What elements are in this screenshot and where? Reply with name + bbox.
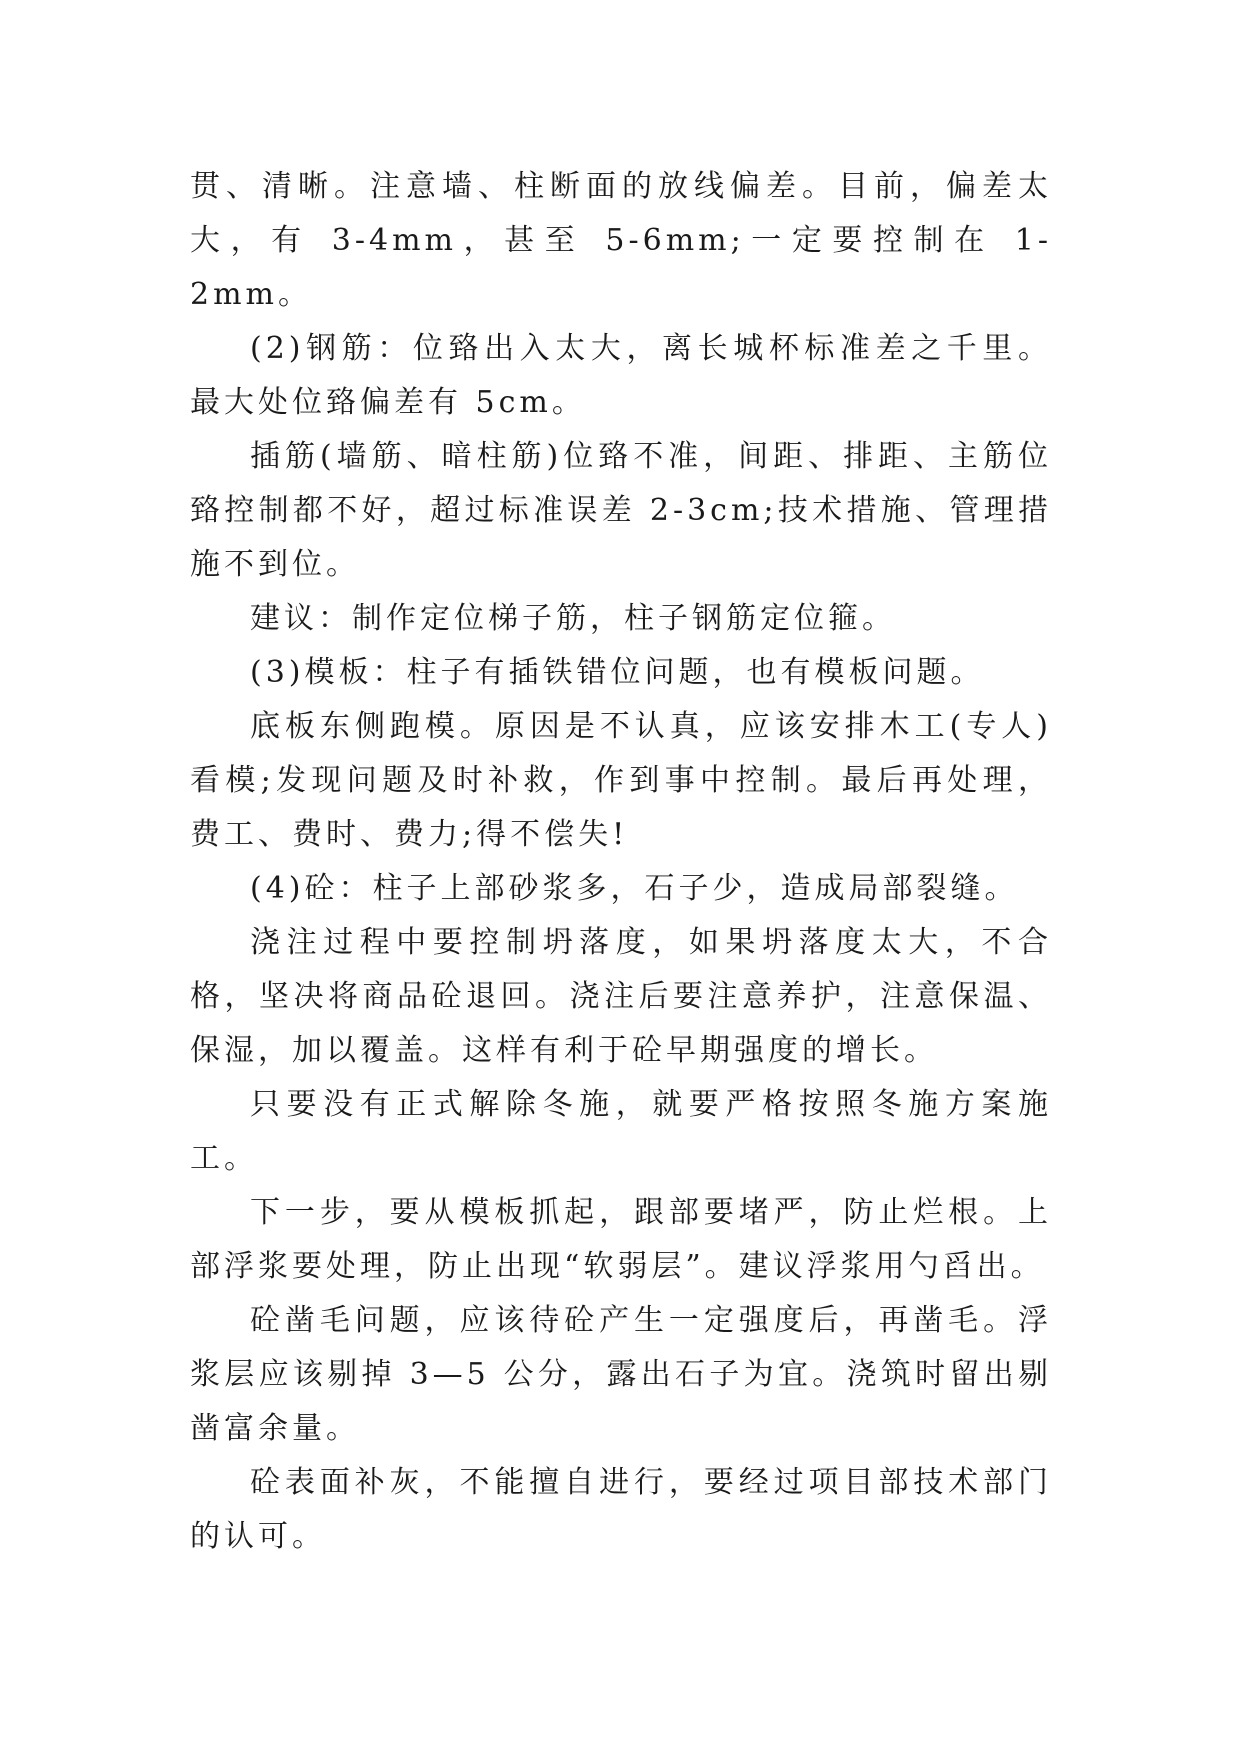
- paragraph-rebar: (2)钢筋：位臵出入太大，离长城杯标准差之千里。最大处位臵偏差有 5cm。: [190, 331, 1052, 420]
- paragraph-concrete: (4)砼：柱子上部砂浆多，石子少，造成局部裂缝。: [250, 871, 1019, 906]
- paragraph-continued: 贯、清晰。注意墙、柱断面的放线偏差。目前，偏差太大，有 3-4mm，甚至 5-6mm;一定要控制在 1-2mm。: [190, 169, 1052, 312]
- paragraph-formwork-detail: 底板东侧跑模。原因是不认真，应该安排木工(专人)看模;发现问题及时补救，作到事中控制。最后再处理，费工、费时、费力;得不偿失!: [190, 709, 1052, 852]
- paragraph-surface-patching: 砼表面补灰，不能擅自进行，要经过项目部技术部门的认可。: [190, 1465, 1052, 1554]
- paragraph-pouring: 浇注过程中要控制坍落度，如果坍落度太大，不合格，坚决将商品砼退回。浇注后要注意养护，注意保温、保湿，加以覆盖。这样有利于砼早期强度的增长。: [190, 925, 1052, 1068]
- paragraph-dowel-bars: 插筋(墙筋、暗柱筋)位臵不准，间距、排距、主筋位臵控制都不好，超过标准误差 2-3cm;技术措施、管理措施不到位。: [190, 439, 1052, 582]
- document-body: [190, 160, 1052, 1564]
- paragraph-winter-construction: 只要没有正式解除冬施，就要严格按照冬施方案施工。: [190, 1087, 1052, 1176]
- paragraph-suggestion: 建议：制作定位梯子筋，柱子钢筋定位箍。: [250, 601, 896, 636]
- paragraph-chiseling: 砼凿毛问题，应该待砼产生一定强度后，再凿毛。浮浆层应该剔掉 3—5 公分，露出石子为宜。浇筑时留出剔凿富余量。: [190, 1303, 1052, 1446]
- paragraph-formwork: (3)模板：柱子有插铁错位问题，也有模板问题。: [250, 655, 985, 690]
- paragraph-next-step: 下一步，要从模板抓起，跟部要堵严，防止烂根。上部浮浆要处理，防止出现“软弱层”。建议浮浆用勺舀出。: [190, 1195, 1052, 1284]
